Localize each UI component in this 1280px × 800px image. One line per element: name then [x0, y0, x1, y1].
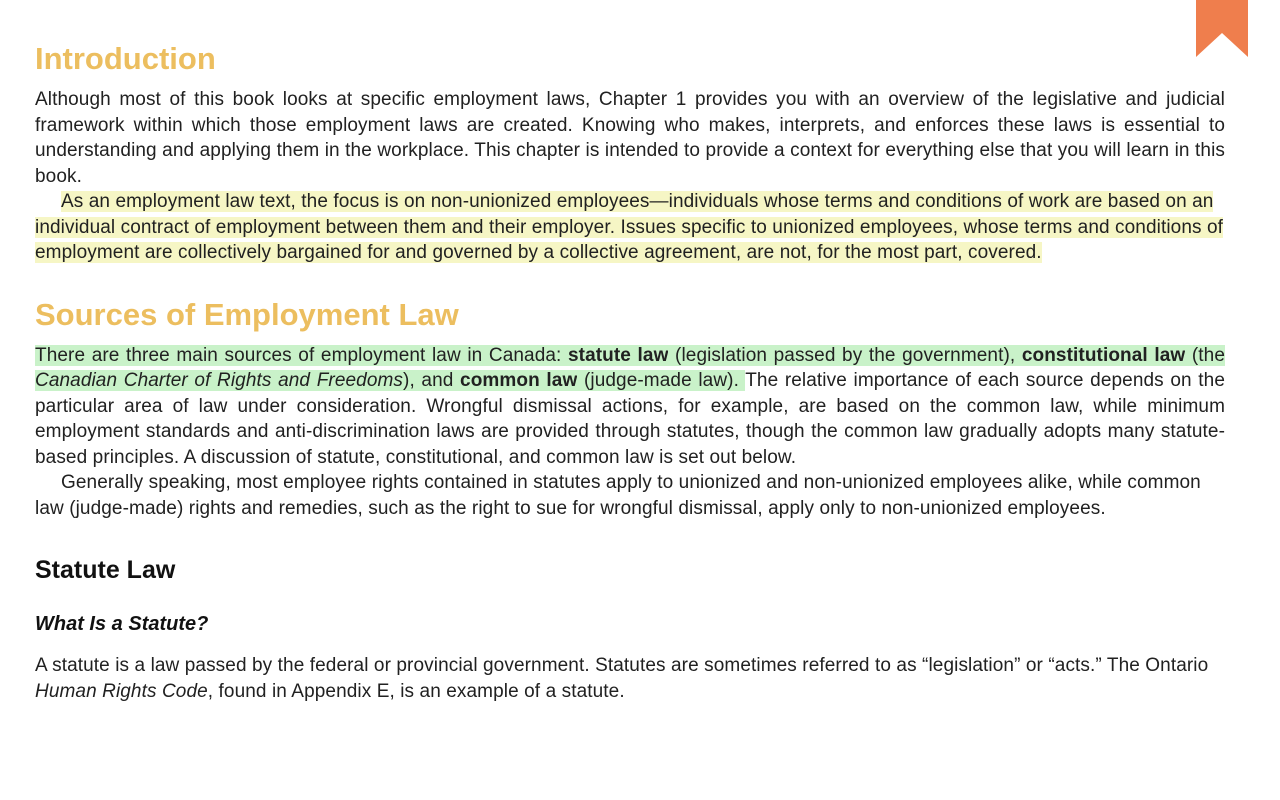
highlighted-text: statute law: [567, 344, 669, 366]
what-is-a-statute-heading: What Is a Statute?: [35, 613, 209, 635]
highlighted-text: Canadian Charter of Rights and Freedoms: [35, 370, 404, 391]
intro-paragraph-1: [35, 87, 1225, 189]
text-run: , found in Appendix E, is an example of a statute.: [207, 680, 625, 702]
statute-paragraph-1: [35, 653, 1225, 704]
highlighted-text: common law: [460, 370, 578, 391]
highlighted-text: As an employment law text, the focus is on non-unionized employees—individuals whose terms and conditions of work are based on an individual contract of employment between them and their employer. Issues specific to unionized employees, whose terms and conditions of employment are collectively bargained for and governed by a collective agreement, are not, for the most part, covered.: [35, 191, 1224, 263]
intro-heading: Introduction: [35, 41, 216, 76]
text-run: Human Rights Code: [35, 680, 208, 702]
highlighted-text: There are three main sources of employment law in Canada:: [35, 344, 568, 366]
text-run: The relative importance of each source depends on the particular area of law under consideration. Wrongful dismissal actions, for example, are based on the common law, while minimum employment standards and anti-discrimination laws are provided through statutes, though the common law gradually adopts many statute-based principles. A discussion of statute, constitutional, and common law is set out below.: [35, 370, 1226, 468]
intro-paragraph-2: [35, 189, 1225, 266]
sources-paragraph-1: [35, 343, 1225, 471]
sources-paragraph-2: [35, 470, 1225, 521]
highlighted-text: (the: [1185, 344, 1225, 366]
sources-heading: Sources of Employment Law: [35, 296, 459, 332]
text-run: A statute is a law passed by the federal or provincial government. Statutes are sometimes referred to as “legislation” or “acts.” The Ontario: [35, 655, 1209, 676]
statute-law-heading: Statute Law: [35, 556, 176, 584]
bookmark-ribbon-icon[interactable]: [1196, 0, 1248, 57]
highlighted-text: ), and: [403, 370, 461, 391]
highlighted-text: (judge-made law).: [577, 370, 746, 391]
highlighted-text: constitutional law: [1021, 344, 1186, 366]
text-run: Generally speaking, most employee rights contained in statutes apply to unionized and non-unionized employees alike, while common law (judge-made) rights and remedies, such as the right to sue for wrongful dismissal, apply only to non-unionized employees.: [35, 472, 1201, 519]
highlighted-text: (legislation passed by the government),: [668, 344, 1022, 366]
text-run: Although most of this book looks at specific employment laws, Chapter 1 provides you with an overview of the legislative and judicial framework within which those employment laws are created. Knowing who makes, interprets, and enforces these laws is essential to understanding and applying them in the workplace. This chapter is intended to provide a context for everything else that you will learn in this book.: [35, 89, 1225, 187]
